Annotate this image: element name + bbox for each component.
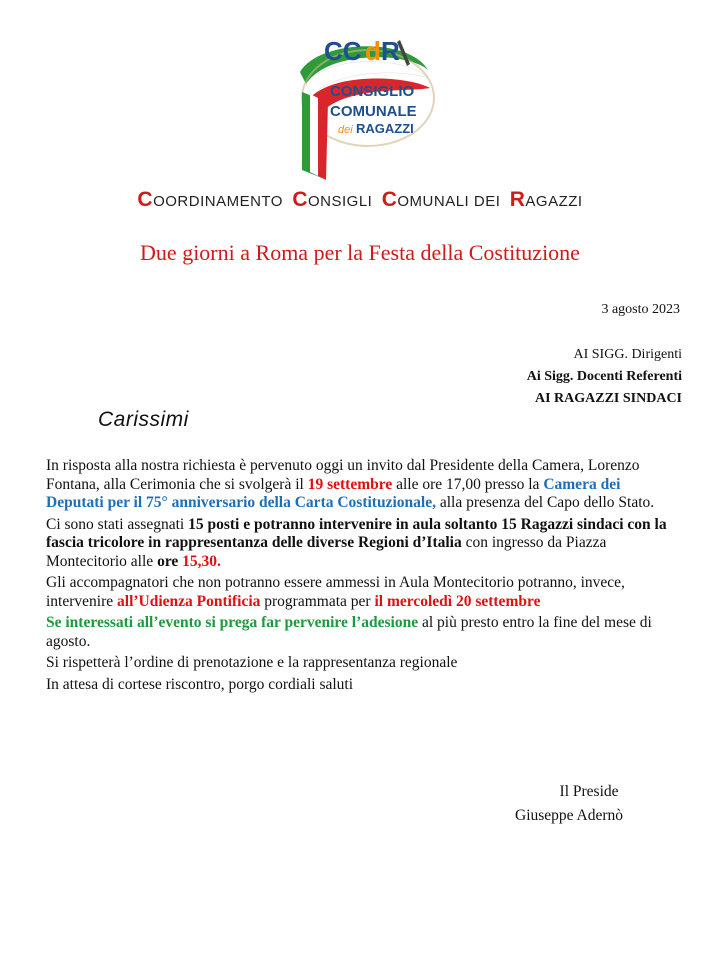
highlight-audience: all’Udienza Pontificia [117, 592, 261, 610]
org-word: ONSIGLI [308, 193, 373, 210]
highlight-event: Camera dei Deputati per il 75° anniversario della Carta Costituzionale, [46, 475, 621, 511]
text-run: programmata per [260, 592, 375, 610]
org-initial: C [381, 188, 398, 211]
org-initial: R [509, 188, 526, 211]
highlight-request: Se interessati all’evento si prega far pervenire l’adesione [46, 614, 419, 631]
svg-text:COMUNALE: COMUNALE [330, 103, 417, 120]
paragraph: In attesa di cortese riscontro, porgo cordiali saluti [46, 675, 354, 693]
text-run: con ingresso da Piazza Montecitorio alle [46, 534, 607, 570]
text-run: Ci sono stati assegnati [46, 515, 189, 533]
highlight-date: 19 settembre [307, 475, 393, 493]
recipient-line: Ai Sigg. Docenti Referenti [526, 369, 682, 384]
document-date: 3 agosto 2023 [601, 302, 680, 317]
paragraph [46, 516, 676, 572]
org-initial: C [292, 188, 308, 211]
svg-text:CONSIGLIO: CONSIGLIO [330, 83, 415, 100]
paragraph [46, 457, 676, 513]
paragraph [46, 614, 676, 651]
text-run: ore [157, 552, 179, 570]
text-run: alle ore 17,00 presso la [392, 475, 544, 493]
signature-name: Giuseppe Adernò [515, 807, 624, 824]
recipient-line: AI RAGAZZI SINDACI [534, 391, 682, 406]
svg-text:CC: CC [324, 36, 362, 66]
signature-role: Il Preside [559, 783, 619, 800]
highlight-time: 15,30. [182, 552, 221, 570]
document-title: Due giorni a Roma per la Festa della Costituzione [140, 240, 580, 265]
svg-text:dei: dei [338, 124, 353, 136]
text-run: In risposta alla nostra richiesta è pervenuto oggi un invito dal Presidente della Camera, Lorenzo Fontana, alla Cerimonia che si svolgerà il [46, 457, 640, 493]
text-run: al più presto entro la fine del mese di agosto. [46, 614, 652, 650]
organization-name [0, 188, 720, 212]
signature-block [515, 780, 623, 828]
recipient-line: AI SIGG. Dirigenti [573, 347, 682, 362]
org-initial: C [137, 188, 154, 211]
svg-text:R: R [381, 36, 400, 66]
paragraph: Si rispetterà l’ordine di prenotazione e la rappresentanza regionale [46, 654, 458, 671]
org-word: OMUNALI DEI [397, 193, 501, 210]
org-word: OORDINAMENTO [153, 193, 283, 210]
text-run: Gli accompagnatori che non potranno essere ammessi in Aula Montecitorio potranno, invece, intervenire [46, 574, 625, 610]
ccdr-logo [288, 30, 438, 180]
greeting: Carissimi [98, 408, 189, 431]
svg-text:RAGAZZI: RAGAZZI [356, 121, 414, 136]
svg-text:d: d [365, 36, 381, 66]
paragraph [46, 574, 676, 611]
recipients-block [527, 344, 682, 410]
highlight-date: il mercoledì 20 settembre [374, 592, 541, 610]
org-word: AGAZZI [525, 193, 583, 210]
highlight-seats: 15 posti e potranno intervenire in aula soltanto 15 Ragazzi sindaci con la fascia tricolore in rappresentanza delle diverse Regioni d’Italia [46, 515, 667, 551]
text-run: alla presenza del Capo dello Stato. [435, 494, 655, 511]
letter-body [46, 457, 676, 697]
